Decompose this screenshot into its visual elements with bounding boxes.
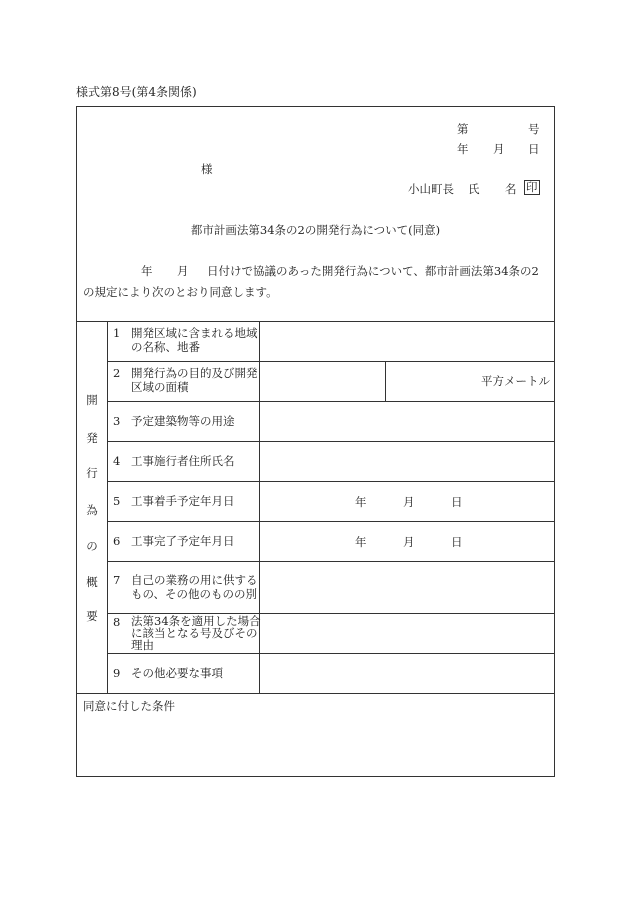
row-number: 2 — [113, 366, 121, 380]
body-text-line1: 日付けで協議のあった開発行為について、都市計画法第34条の2 — [207, 264, 539, 278]
start-date-month: 月 — [403, 495, 415, 509]
sender-name-2: 名 — [505, 182, 517, 196]
body-text-line2: の規定により次のとおり同意します。 — [83, 285, 278, 299]
date-year: 年 — [457, 142, 469, 156]
row-line — [107, 481, 554, 482]
row-line — [107, 653, 554, 654]
row-label: 自己の業務の用に供するもの、その他のものの別 — [131, 573, 258, 601]
row-label: 開発行為の目的及び開発区域の面積 — [131, 366, 258, 394]
row-label: その他必要な事項 — [131, 666, 223, 680]
date-month: 月 — [493, 142, 505, 156]
row-line — [107, 441, 554, 442]
row-label: 開発区域に含まれる地域の名称、地番 — [131, 326, 258, 354]
row-number: 7 — [113, 573, 121, 587]
row-number: 3 — [113, 414, 121, 428]
row-label: 工事完了予定年月日 — [131, 534, 235, 548]
section-label-char: 概 — [86, 575, 98, 589]
table-bottom-line — [77, 693, 554, 694]
row-line — [107, 561, 554, 562]
row-label: 法第34条を適用した場合に該当となる号及びその理由 — [131, 614, 261, 652]
row-number: 8 — [113, 615, 121, 629]
row-number: 1 — [113, 326, 121, 340]
area-unit: 平方メートル — [481, 374, 550, 388]
body-year: 年 — [141, 264, 153, 278]
end-date-year: 年 — [355, 535, 367, 549]
start-date-year: 年 — [355, 495, 367, 509]
document-title: 都市計画法第34条の2の開発行為について(同意) — [190, 223, 441, 237]
row-line — [107, 401, 554, 402]
section-label-char: 開 — [86, 393, 98, 407]
row-number: 6 — [113, 534, 121, 548]
section-label-char: 要 — [86, 609, 98, 623]
section-label-char: の — [86, 539, 98, 553]
area-unit-divider — [385, 361, 386, 401]
section-label-char: 行 — [86, 466, 98, 480]
end-date-month: 月 — [403, 535, 415, 549]
date-day: 日 — [528, 142, 540, 156]
row-number: 4 — [113, 454, 121, 468]
label-column-divider — [107, 321, 108, 693]
section-label-char: 為 — [86, 503, 98, 517]
row-line — [107, 361, 554, 362]
end-date-day: 日 — [451, 535, 463, 549]
row-number: 5 — [113, 494, 121, 508]
start-date-day: 日 — [451, 495, 463, 509]
addressee-suffix: 様 — [201, 162, 213, 176]
row-label: 予定建築物等の用途 — [131, 414, 235, 428]
row-label: 工事着手予定年月日 — [131, 494, 235, 508]
conditions-label: 同意に付した条件 — [83, 699, 175, 713]
row-line — [107, 521, 554, 522]
seal-stamp: 印 — [526, 180, 538, 194]
sender-title: 小山町長 — [408, 182, 454, 196]
row-label: 工事施行者住所氏名 — [131, 454, 235, 468]
table-top-line — [77, 321, 554, 322]
number-suffix: 号 — [528, 122, 540, 136]
section-label-char: 発 — [86, 431, 98, 445]
form-frame — [76, 106, 555, 777]
row-number: 9 — [113, 666, 121, 680]
sender-name-1: 氏 — [468, 182, 480, 196]
number-prefix: 第 — [457, 122, 469, 136]
form-number-label: 様式第8号(第4条関係) — [76, 85, 197, 99]
body-month: 月 — [177, 264, 189, 278]
